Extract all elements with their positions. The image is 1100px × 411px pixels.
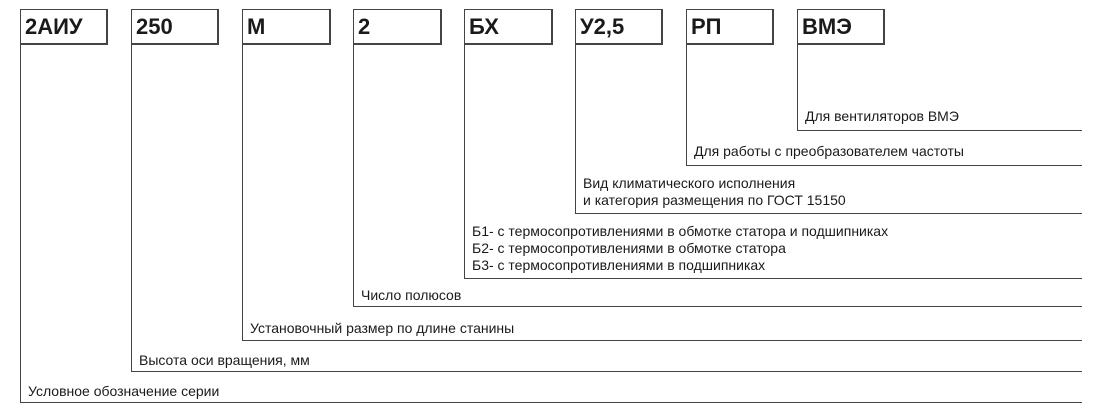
leader-vertical-poles xyxy=(353,45,354,306)
code-box-climate: У2,5 xyxy=(575,9,663,45)
leader-vertical-climate xyxy=(575,45,576,213)
code-box-rp: РП xyxy=(686,9,774,45)
code-box-sensors: БХ xyxy=(464,9,553,45)
label-climate-line2: и категория размещения по ГОСТ 15150 xyxy=(583,192,846,208)
leader-vertical-axis xyxy=(131,45,132,371)
leader-horizontal-vme xyxy=(797,130,1082,131)
code-box-series: 2АИУ xyxy=(20,9,108,45)
label-vme: Для вентиляторов ВМЭ xyxy=(805,108,959,124)
leader-horizontal-poles xyxy=(353,306,1082,307)
label-mount: Установочный размер по длине станины xyxy=(250,320,515,336)
leader-vertical-series xyxy=(20,45,21,402)
leader-vertical-sensors xyxy=(464,45,465,278)
label-sensors-b2: Б2- с термосопротивлениями в обмотке статора xyxy=(472,240,786,256)
leader-vertical-mount xyxy=(242,45,243,340)
label-poles: Число полюсов xyxy=(361,287,462,303)
code-box-axis: 250 xyxy=(131,9,219,45)
leader-horizontal-sensors xyxy=(464,278,1082,279)
label-series: Условное обозначение серии xyxy=(28,383,220,399)
label-axis: Высота оси вращения, мм xyxy=(139,352,310,368)
leader-horizontal-climate xyxy=(575,213,1082,214)
leader-horizontal-mount xyxy=(242,340,1082,341)
leader-horizontal-axis xyxy=(131,371,1082,372)
leader-horizontal-series xyxy=(20,402,1082,403)
label-climate-line1: Вид климатического исполнения xyxy=(583,175,796,191)
label-sensors-b3: Б3- с термосопротивлениями в подшипниках xyxy=(472,257,766,273)
leader-vertical-rp xyxy=(686,45,687,165)
label-sensors-b1: Б1- с термосопротивлениями в обмотке статора и подшипниках xyxy=(472,223,889,239)
code-box-vme: ВМЭ xyxy=(797,9,885,45)
label-rp: Для работы с преобразователем частоты xyxy=(694,143,964,159)
leader-vertical-vme xyxy=(797,45,798,130)
code-box-mount: М xyxy=(242,9,331,45)
leader-horizontal-rp xyxy=(686,165,1082,166)
code-box-poles: 2 xyxy=(353,9,442,45)
